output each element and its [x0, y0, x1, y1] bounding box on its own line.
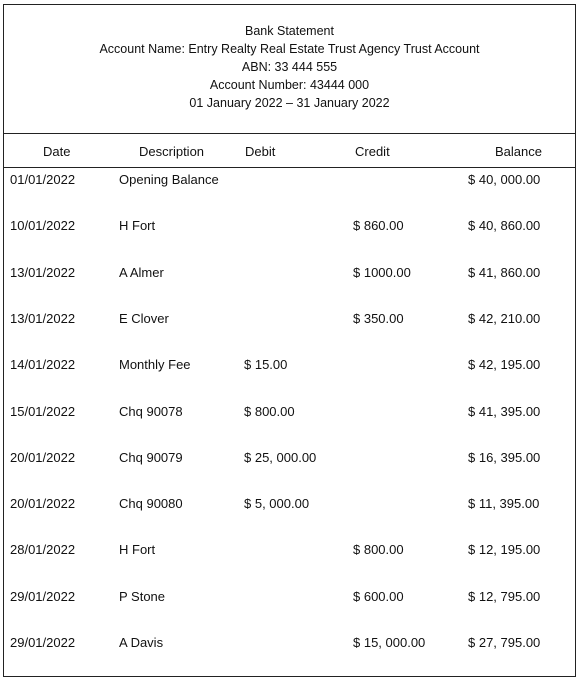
cell-credit: $ 600.00: [353, 588, 404, 604]
column-header-debit: Debit: [245, 144, 276, 159]
cell-date: 29/01/2022: [10, 588, 76, 604]
column-header-row: [4, 134, 575, 168]
account-number: Account Number: 43444 000: [209, 78, 370, 92]
table-row: [4, 357, 575, 387]
cell-description: P Stone: [119, 588, 166, 604]
cell-debit: $ 15.00: [244, 357, 288, 373]
cell-description: A Davis: [119, 635, 164, 650]
table-row: [4, 496, 575, 526]
bank-statement: [3, 4, 576, 677]
cell-description: H Fort: [119, 218, 156, 234]
table-row: [4, 635, 575, 665]
cell-date: 20/01/2022: [10, 496, 76, 512]
cell-balance: $ 11, 395.00: [468, 496, 540, 512]
cell-description: H Fort: [119, 542, 156, 558]
cell-date: 15/01/2022: [10, 403, 76, 419]
cell-description: Monthly Fee: [119, 357, 191, 373]
cell-description: Chq 90078: [119, 403, 183, 419]
cell-balance: $ 40, 860.00: [468, 218, 541, 234]
table-row: [4, 172, 575, 202]
table-row: [4, 450, 575, 480]
account-name: Account Name: Entry Realty Real Estate Trust Agency Trust Account: [99, 42, 480, 56]
cell-date: 29/01/2022: [10, 635, 76, 650]
cell-balance: $ 41, 395.00: [468, 403, 541, 419]
cell-date: 10/01/2022: [10, 218, 76, 234]
cell-date: 13/01/2022: [10, 310, 76, 326]
cell-balance: $ 27, 795.00: [468, 635, 541, 650]
cell-debit: $ 800.00: [244, 403, 295, 419]
column-header-date: Date: [43, 144, 71, 159]
table-row: [4, 265, 575, 295]
cell-balance: $ 40, 000.00: [468, 172, 541, 187]
cell-balance: $ 42, 210.00: [468, 310, 541, 326]
cell-credit: $ 1000.00: [353, 264, 411, 280]
table-row: [4, 218, 575, 248]
cell-balance: $ 41, 860.00: [468, 264, 541, 280]
cell-date: 20/01/2022: [10, 449, 76, 465]
cell-date: 01/01/2022: [10, 172, 76, 187]
cell-description: A Almer: [119, 264, 164, 280]
cell-balance: $ 42, 195.00: [468, 357, 541, 373]
column-header-balance: Balance: [495, 144, 542, 159]
statement-period: 01 January 2022 – 31 January 2022: [189, 96, 390, 110]
table-row: [4, 404, 575, 434]
table-row: [4, 311, 575, 341]
cell-credit: $ 860.00: [353, 218, 404, 234]
cell-description: Opening Balance: [119, 172, 219, 187]
statement-header: [4, 5, 575, 134]
column-header-description: Description: [139, 144, 205, 159]
cell-date: 13/01/2022: [10, 264, 76, 280]
cell-debit: $ 5, 000.00: [244, 496, 310, 512]
cell-description: Chq 90079: [119, 449, 183, 465]
cell-date: 28/01/2022: [10, 542, 76, 558]
table-row: [4, 542, 575, 572]
column-header-credit: Credit: [355, 144, 390, 159]
cell-credit: $ 800.00: [353, 542, 404, 558]
cell-description: Chq 90080: [119, 496, 183, 512]
table-row: [4, 589, 575, 619]
cell-description: E Clover: [119, 310, 169, 326]
cell-debit: $ 25, 000.00: [244, 449, 317, 465]
cell-balance: $ 12, 195.00: [468, 542, 541, 558]
cell-credit: $ 15, 000.00: [353, 635, 426, 650]
cell-balance: $ 12, 795.00: [468, 588, 541, 604]
cell-credit: $ 350.00: [353, 310, 404, 326]
cell-date: 14/01/2022: [10, 357, 76, 373]
cell-balance: $ 16, 395.00: [468, 449, 541, 465]
statement-title: Bank Statement: [245, 24, 334, 38]
abn: ABN: 33 444 555: [241, 60, 338, 74]
